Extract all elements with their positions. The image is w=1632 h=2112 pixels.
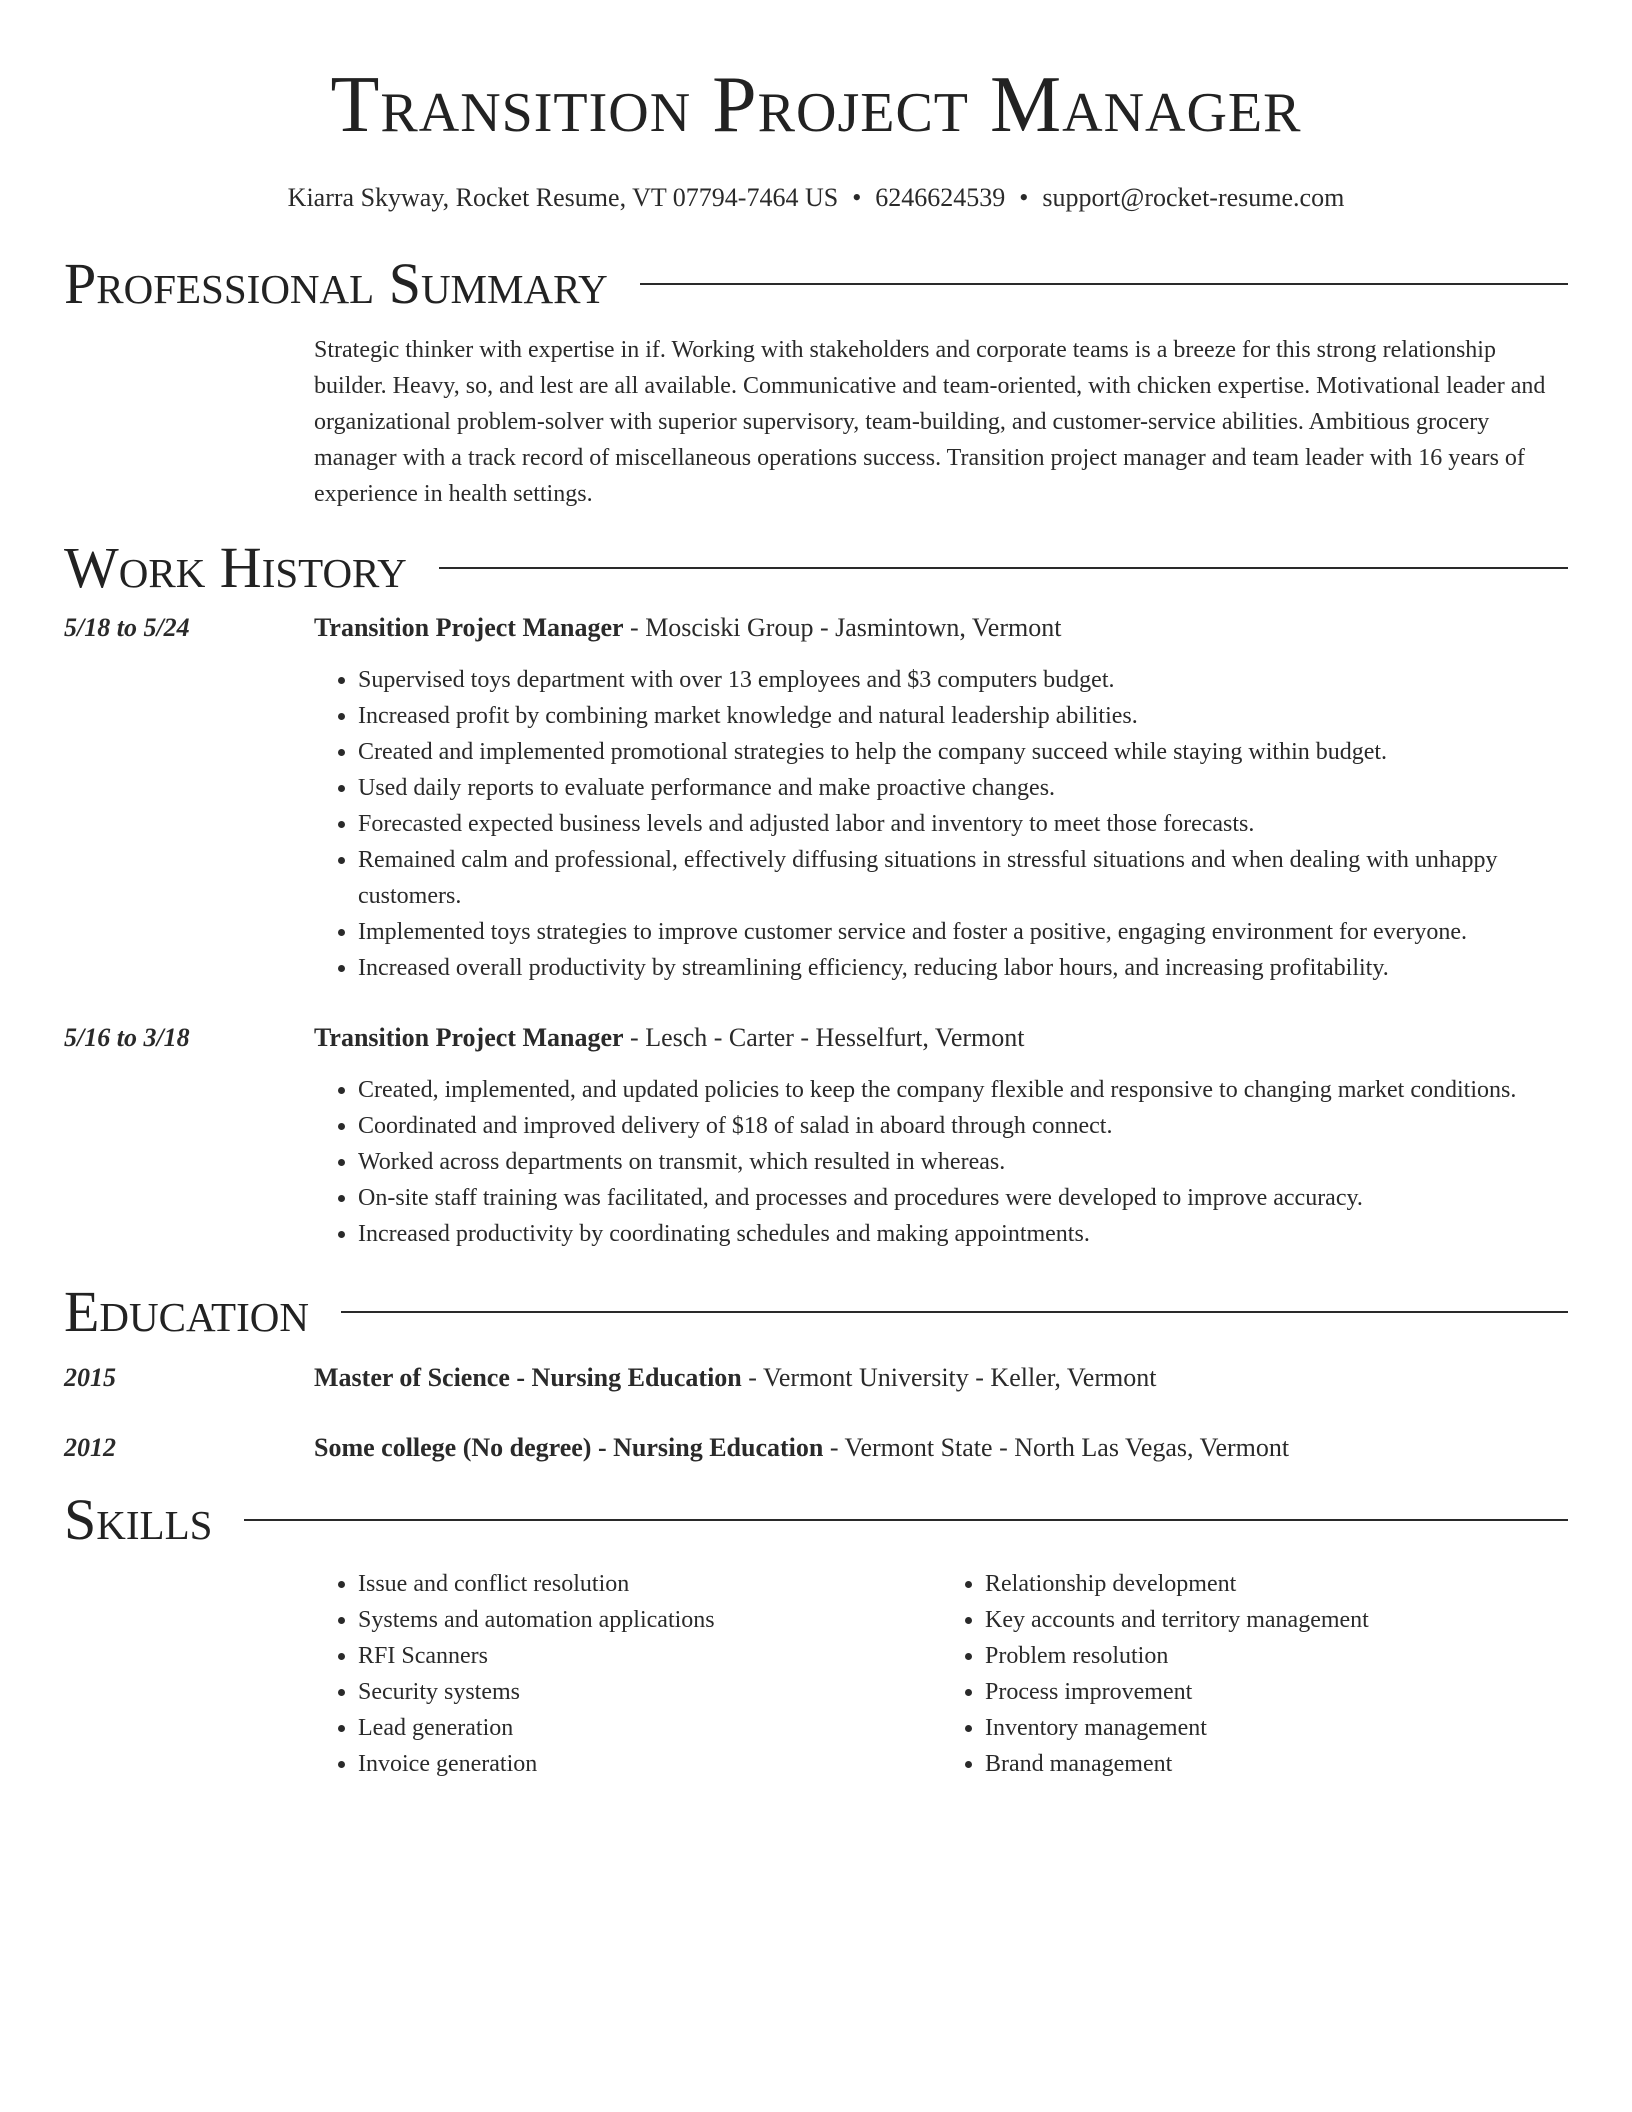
job-bullet: • Increased profit by combining market knowledge and natural leadership abilities.	[358, 698, 1568, 734]
education-year: 2012	[64, 1433, 116, 1462]
job-heading	[314, 610, 1568, 646]
contact-separator: •	[1019, 183, 1029, 212]
education-year: 2015	[64, 1363, 116, 1392]
job-bullet: • Implemented toys strategies to improve customer service and foster a positive, engaging environment for everyone.	[358, 914, 1568, 950]
education-section-title: Education	[64, 1279, 309, 1344]
skill-item: • Issue and conflict resolution	[358, 1566, 941, 1602]
section-divider	[640, 283, 1568, 285]
skill-item: • RFI Scanners	[358, 1638, 941, 1674]
contact-line	[64, 182, 1568, 214]
education-details: - Vermont State - North Las Vegas, Vermont	[823, 1433, 1290, 1462]
job-role: Transition Project Manager	[314, 613, 624, 642]
skill-item: • Security systems	[358, 1674, 941, 1710]
contact-separator: •	[852, 183, 862, 212]
job-entry	[64, 610, 1568, 986]
job-bullet: • On-site staff training was facilitated, and processes and procedures were developed to improve accuracy.	[358, 1180, 1568, 1216]
job-bullets	[314, 1072, 1568, 1252]
job-dates: 5/16 to 3/18	[64, 1023, 190, 1052]
job-bullet: • Coordinated and improved delivery of $18 of salad in aboard through connect.	[358, 1108, 1568, 1144]
skill-item: • Process improvement	[985, 1674, 1568, 1710]
summary-left-spacer	[64, 314, 314, 512]
job-bullet: • Created, implemented, and updated policies to keep the company flexible and responsive to changing market conditions.	[358, 1072, 1568, 1108]
job-bullet: • Increased productivity by coordinating schedules and making appointments.	[358, 1216, 1568, 1252]
job-dates: 5/18 to 5/24	[64, 613, 190, 642]
job-heading	[314, 1020, 1568, 1056]
contact-phone: 6246624539	[875, 183, 1006, 212]
skills-list-right	[941, 1566, 1568, 1782]
skills-columns	[314, 1566, 1568, 1782]
skill-item: • Key accounts and territory management	[985, 1602, 1568, 1638]
contact-email: support@rocket-resume.com	[1042, 183, 1345, 212]
job-entry	[64, 1020, 1568, 1252]
education-entry	[64, 1430, 1568, 1466]
section-divider	[439, 567, 1568, 569]
summary-section-header	[64, 251, 1568, 316]
skills-left-spacer	[64, 1550, 314, 1782]
job-details: - Mosciski Group - Jasmintown, Vermont	[623, 613, 1062, 642]
education-details: - Vermont University - Keller, Vermont	[741, 1363, 1157, 1392]
skills-column-right	[941, 1566, 1568, 1782]
job-bullets	[314, 662, 1568, 986]
education-degree: Master of Science - Nursing Education	[314, 1363, 742, 1392]
resume-title: Transition Project Manager	[330, 61, 1302, 149]
skill-item: • Systems and automation applications	[358, 1602, 941, 1638]
skill-item: • Relationship development	[985, 1566, 1568, 1602]
summary-text: Strategic thinker with expertise in if. Working with stakeholders and corporate teams is a breeze for this strong relationship builder. Heavy, so, and lest are all available. Communicative and team-oriented, with chicken expertise. Motivational leader and organizational problem-solver with superior supervisory, team-building, and customer-service abilities. Ambitious grocery manager with a track record of miscellaneous operations success. Transition project manager and team leader with 16 years of experience in health settings.	[314, 337, 1546, 507]
work-section-header	[64, 535, 1568, 600]
section-divider	[244, 1519, 1568, 1521]
skills-list-left	[314, 1566, 941, 1782]
education-heading	[314, 1360, 1568, 1396]
skill-item: • Lead generation	[358, 1710, 941, 1746]
work-section-title: Work History	[64, 535, 407, 600]
education-degree: Some college (No degree) - Nursing Education	[314, 1433, 824, 1462]
job-details: - Lesch - Carter - Hesselfurt, Vermont	[623, 1023, 1025, 1052]
job-bullet: • Supervised toys department with over 13 employees and $3 computers budget.	[358, 662, 1568, 698]
skill-item: • Brand management	[985, 1746, 1568, 1782]
job-bullet: • Remained calm and professional, effectively diffusing situations in stressful situations and when dealing with unhappy customers.	[358, 842, 1568, 914]
section-divider	[341, 1311, 1568, 1313]
contact-address: Kiarra Skyway, Rocket Resume, VT 07794-7464 US	[287, 183, 839, 212]
job-bullet: • Increased overall productivity by streamlining efficiency, reducing labor hours, and increasing profitability.	[358, 950, 1568, 986]
skill-item: • Invoice generation	[358, 1746, 941, 1782]
education-heading	[314, 1430, 1568, 1466]
education-section-header	[64, 1279, 1568, 1344]
summary-row	[64, 314, 1568, 512]
job-bullet: • Worked across departments on transmit, which resulted in whereas.	[358, 1144, 1568, 1180]
skills-section-header	[64, 1487, 1568, 1552]
education-entry	[64, 1360, 1568, 1396]
skill-item: • Inventory management	[985, 1710, 1568, 1746]
job-bullet: • Forecasted expected business levels and adjusted labor and inventory to meet those forecasts.	[358, 806, 1568, 842]
job-bullet: • Used daily reports to evaluate performance and make proactive changes.	[358, 770, 1568, 806]
job-role: Transition Project Manager	[314, 1023, 624, 1052]
summary-section-title: Professional Summary	[64, 251, 608, 316]
job-bullet: • Created and implemented promotional strategies to help the company succeed while staying within budget.	[358, 734, 1568, 770]
skills-column-left	[314, 1566, 941, 1782]
skill-item: • Problem resolution	[985, 1638, 1568, 1674]
skills-row	[64, 1550, 1568, 1782]
skills-section-title: Skills	[64, 1487, 213, 1552]
